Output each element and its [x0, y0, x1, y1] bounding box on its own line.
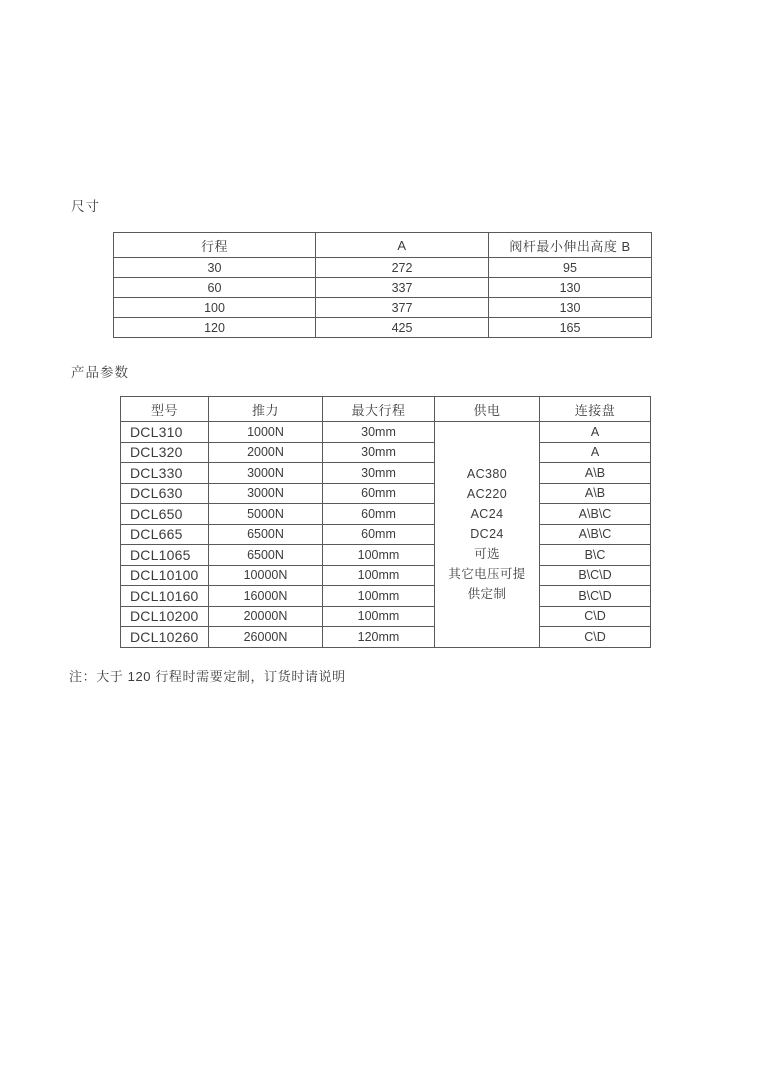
- table-row: [121, 442, 651, 463]
- parameters-header-model: 型号: [121, 397, 209, 422]
- thrust-cell: 6500N: [209, 524, 323, 545]
- table-row: [114, 298, 652, 318]
- table-row: [121, 627, 651, 648]
- max-stroke-cell: 100mm: [323, 565, 435, 586]
- table-row: [121, 422, 651, 443]
- table-row: [121, 524, 651, 545]
- max-stroke-cell: 100mm: [323, 586, 435, 607]
- table-row: [121, 463, 651, 484]
- stem-height-cell: 130: [489, 298, 652, 318]
- parameters-header-power: 供电: [435, 397, 540, 422]
- plate-cell: B\C: [540, 545, 651, 566]
- power-supply-line: DC24: [470, 527, 504, 542]
- parameters-header-max-stroke: 最大行程: [323, 397, 435, 422]
- stroke-cell: 120: [114, 318, 316, 338]
- max-stroke-cell: 60mm: [323, 524, 435, 545]
- thrust-cell: 1000N: [209, 422, 323, 443]
- model-cell: DCL330: [121, 463, 209, 484]
- max-stroke-cell: 100mm: [323, 545, 435, 566]
- dimensions-header-a: A: [316, 233, 489, 258]
- plate-cell: A\B\C: [540, 504, 651, 525]
- plate-cell: C\D: [540, 627, 651, 648]
- parameters-table: [120, 396, 651, 648]
- parameters-section-title: 产品参数: [71, 365, 129, 380]
- a-cell: 425: [316, 318, 489, 338]
- model-cell: DCL1065: [121, 545, 209, 566]
- table-row: [121, 545, 651, 566]
- thrust-cell: 5000N: [209, 504, 323, 525]
- power-supply-line: AC220: [466, 487, 508, 502]
- plate-cell: A\B: [540, 483, 651, 504]
- table-row: [114, 278, 652, 298]
- table-row: [121, 483, 651, 504]
- parameters-header-thrust: 推力: [209, 397, 323, 422]
- plate-cell: A: [540, 442, 651, 463]
- model-cell: DCL665: [121, 524, 209, 545]
- max-stroke-cell: 60mm: [323, 483, 435, 504]
- dimensions-section-title: 尺寸: [71, 199, 100, 214]
- max-stroke-cell: 120mm: [323, 627, 435, 648]
- power-supply-line: 供定制: [467, 587, 507, 602]
- thrust-cell: 26000N: [209, 627, 323, 648]
- stroke-cell: 60: [114, 278, 316, 298]
- parameters-header-plate: 连接盘: [540, 397, 651, 422]
- max-stroke-cell: 30mm: [323, 463, 435, 484]
- plate-cell: B\C\D: [540, 586, 651, 607]
- stem-height-cell: 95: [489, 258, 652, 278]
- model-cell: DCL320: [121, 442, 209, 463]
- table-row: [121, 606, 651, 627]
- model-cell: DCL310: [121, 422, 209, 443]
- a-cell: 272: [316, 258, 489, 278]
- table-row: [121, 586, 651, 607]
- stroke-cell: 100: [114, 298, 316, 318]
- stem-height-cell: 130: [489, 278, 652, 298]
- note-text: 注：大于 120 行程时需要定制，订货时请说明: [69, 669, 346, 684]
- stem-height-cell: 165: [489, 318, 652, 338]
- table-row: [121, 504, 651, 525]
- max-stroke-cell: 100mm: [323, 606, 435, 627]
- table-row: [121, 565, 651, 586]
- power-supply-line: 其它电压可提: [448, 567, 526, 582]
- thrust-cell: 2000N: [209, 442, 323, 463]
- a-cell: 337: [316, 278, 489, 298]
- model-cell: DCL10260: [121, 627, 209, 648]
- model-cell: DCL10100: [121, 565, 209, 586]
- plate-cell: C\D: [540, 606, 651, 627]
- thrust-cell: 20000N: [209, 606, 323, 627]
- a-cell: 377: [316, 298, 489, 318]
- plate-cell: A: [540, 422, 651, 443]
- dimensions-table: [113, 232, 652, 338]
- dimensions-header-stroke: 行程: [114, 233, 316, 258]
- model-cell: DCL10160: [121, 586, 209, 607]
- max-stroke-cell: 30mm: [323, 422, 435, 443]
- plate-cell: A\B\C: [540, 524, 651, 545]
- thrust-cell: 10000N: [209, 565, 323, 586]
- thrust-cell: 3000N: [209, 483, 323, 504]
- model-cell: DCL10200: [121, 606, 209, 627]
- power-supply-line: AC24: [470, 507, 504, 522]
- thrust-cell: 6500N: [209, 545, 323, 566]
- table-row: [114, 318, 652, 338]
- parameters-header-row: [121, 397, 651, 422]
- plate-cell: A\B: [540, 463, 651, 484]
- power-supply-line: 可选: [474, 547, 500, 562]
- max-stroke-cell: 60mm: [323, 504, 435, 525]
- power-supply-cell: [435, 422, 540, 648]
- model-cell: DCL630: [121, 483, 209, 504]
- dimensions-header-stem-height: 阀杆最小伸出高度 B: [489, 233, 652, 258]
- dimensions-header-row: [114, 233, 652, 258]
- max-stroke-cell: 30mm: [323, 442, 435, 463]
- table-row: [114, 258, 652, 278]
- power-supply-line: AC380: [466, 467, 508, 482]
- plate-cell: B\C\D: [540, 565, 651, 586]
- thrust-cell: 16000N: [209, 586, 323, 607]
- model-cell: DCL650: [121, 504, 209, 525]
- stroke-cell: 30: [114, 258, 316, 278]
- thrust-cell: 3000N: [209, 463, 323, 484]
